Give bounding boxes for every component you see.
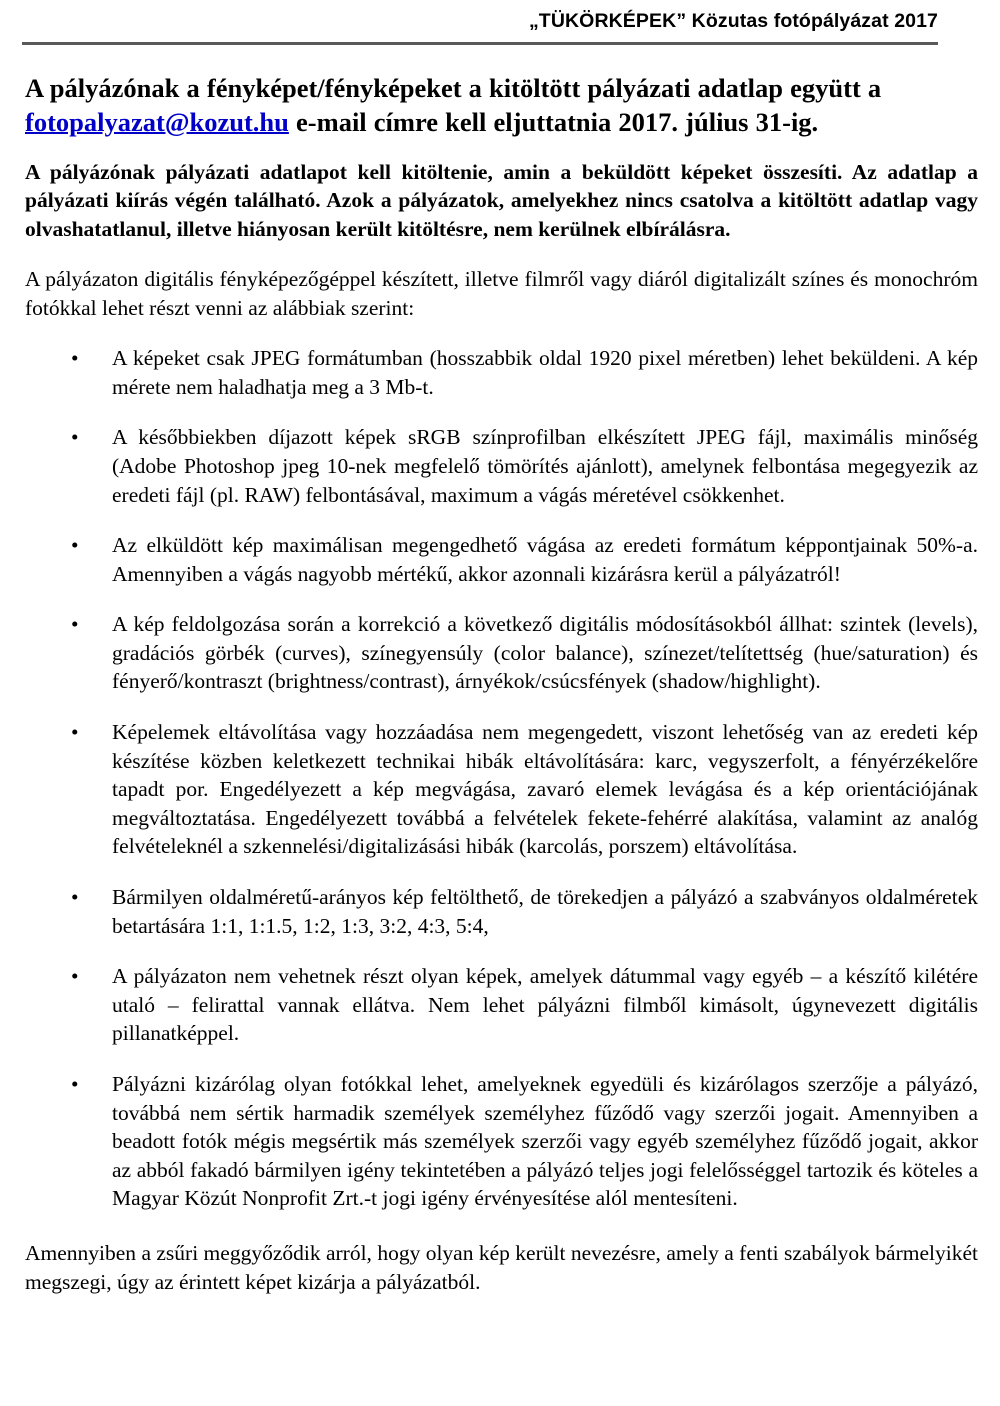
document-header — [0, 0, 1000, 33]
list-item-text: Bármilyen oldalméretű-arányos kép feltölthető, de törekedjen a pályázó a szabványos oldalméretek betartására 1:1, 1:1.5, 1:2, 1:3, 3:2, 4:3, 5:4, — [112, 885, 978, 938]
list-item — [25, 1070, 978, 1213]
list-item — [25, 423, 978, 509]
list-item — [25, 344, 978, 401]
list-item-text: A későbbiekben díjazott képek sRGB színprofilban elkészített JPEG fájl, maximális minőség (Adobe Photoshop jpeg 10-nek megfelelő tömörítés ajánlott), amelynek felbontása megegyezik az eredeti fájl (pl. RAW) felbontásával, maximum a vágás méretével csökkenhet. — [112, 425, 978, 507]
closing-paragraph: Amennyiben a zsűri meggyőződik arról, hogy olyan kép került nevezésre, amely a fenti szabályok bármelyikét megszegi, úgy az érintett képet kizárja a pályázatból. — [25, 1240, 978, 1294]
page-title-line-2-tail: e-mail címre kell eljuttatnia 2017. július 31-ig. — [288, 107, 819, 138]
document-body — [0, 72, 1000, 1296]
list-item-text: A képeket csak JPEG formátumban (hosszabbik oldal 1920 pixel méretben) lehet beküldeni. A kép mérete nem haladhatja meg a 3 Mb-t. — [112, 346, 978, 399]
header-divider — [22, 42, 938, 45]
list-item — [25, 531, 978, 588]
list-item-text: A pályázaton nem vehetnek részt olyan képek, amelyek dátummal vagy egyéb – a készítő kilétére utaló – felirattal vannak ellátva. Nem lehet pályázni filmből kimásolt, úgynevezett digitális pillanatképpel. — [112, 964, 978, 1046]
bullet-icon: • — [71, 964, 79, 989]
bullet-icon: • — [71, 533, 79, 558]
bullet-icon: • — [71, 720, 79, 745]
bullet-icon: • — [71, 1072, 79, 1097]
list-item-text: Képelemek eltávolítása vagy hozzáadása nem megengedett, viszont lehetőség van az eredeti kép készítése közben keletkezett technikai hibák eltávolítására: karc, vegyszerfolt, a fényérzékelőre tapadt por. Engedélyezett a kép megvágása, zavaró elemek levágása és a kép orientációjának megváltoztatása. Engedélyezett továbbá a felvételek fekete-fehérré alakítása, valamint az analóg felvételeknél a szkennelési/digitalizásási hibák (karcolás, porszem) eltávolítása. — [112, 720, 978, 859]
bullet-icon: • — [71, 885, 79, 910]
list-item — [25, 610, 978, 696]
intro-paragraph: A pályázaton digitális fényképezőgéppel készített, illetve filmről vagy diáról digitalizált színes és monochróm fotókkal lehet részt venni az alábbiak szerint: — [25, 267, 978, 321]
rules-list — [25, 344, 978, 1213]
page-title — [25, 72, 978, 139]
list-item-text: Pályázni kizárólag olyan fotókkal lehet, amelyeknek egyedüli és kizárólagos szerzője a pályázó, továbbá nem sértik harmadik személyek személyhez fűződő vagy szerzői jogait. Amennyiben a beadott fotók mégis megsértik más személyek szerzői vagy egyéb személyhez fűződő jogait, akkor az abból fakadó bármilyen igény tekintetében a pályázó teljes jogi felelősséggel tartozik és köteles a Magyar Közút Nonprofit Zrt.-t jogi igény érvényesítése alól mentesíteni. — [112, 1072, 978, 1211]
bold-requirement-paragraph: A pályázónak pályázati adatlapot kell kitöltenie, amin a beküldött képeket összesíti. Az adatlap a pályázati kiírás végén található. Azok a pályázatok, amelyekhez nincs csatolva a kitöltött adatlap vagy olvashatatlanul, illetve hiányosan került kitöltésre, nem kerülnek elbírálásra. — [25, 159, 978, 241]
list-item — [25, 962, 978, 1048]
list-item — [25, 718, 978, 861]
list-item — [25, 883, 978, 940]
list-item-text: A kép feldolgozása során a korrekció a következő digitális módosításokból állhat: szintek (levels), gradációs görbék (curves), színegyensúly (color balance), színezet/telítettség (hue/saturation) és fényerő/kontraszt (brightness/contrast), árnyékok/csúcsfények (shadow/highlight). — [112, 612, 978, 694]
header-title: „TÜKÖRKÉPEK” Közutas fotópályázat 2017 — [528, 10, 938, 32]
bullet-icon: • — [71, 612, 79, 637]
list-item-text: Az elküldött kép maximálisan megengedhető vágása az eredeti formátum képpontjainak 50%-a. Amennyiben a vágás nagyobb mértékű, akkor azonnali kizárásra kerül a pályázatról! — [112, 533, 978, 586]
bullet-icon: • — [71, 346, 79, 371]
email-link[interactable]: fotopalyazat@kozut.hu — [25, 107, 289, 138]
page-title-line-1: A pályázónak a fényképet/fényképeket a kitöltött pályázati adatlap együtt a — [25, 73, 882, 104]
bullet-icon: • — [71, 425, 79, 450]
